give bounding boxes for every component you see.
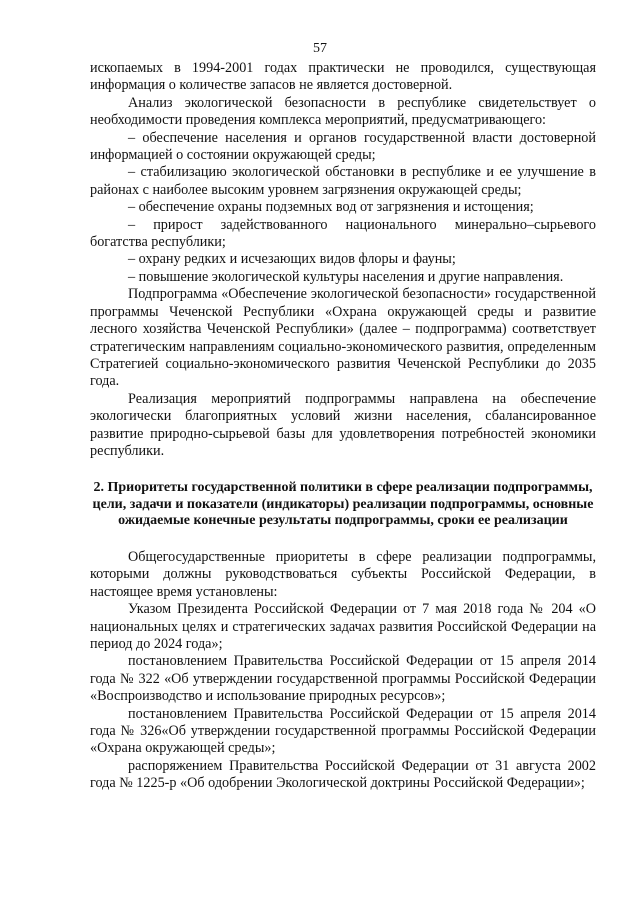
section-heading: 2. Приоритеты государственной политики в сфере реализации подпрограммы, цели, задачи и показатели (индикаторы) реализации подпрограммы, основные ожидаемые конечные результаты подпрограммы, сроки ее реализации (92, 480, 594, 528)
paragraph: постановлением Правительства Российской Федерации от 15 апреля 2014 года № 322 «Об утверждении государственной программы Российской Федерации «Воспроизводство и использование природных ресурсов»; (90, 653, 596, 705)
paragraph: Реализация мероприятий подпрограммы направлена на обеспечение экологически благоприятных условий жизни населения, сбалансированное развитие природно-сырьевой базы для удовлетворения потребностей экономики республики. (90, 390, 596, 459)
list-item: – обеспечение населения и органов государственной власти достоверной информацией о состоянии окружающей среды; (90, 129, 596, 164)
list-item: – стабилизацию экологической обстановки в республике и ее улучшение в районах с наиболее высоким уровнем загрязнения окружающей среды; (90, 164, 596, 198)
page-number: 57 (313, 41, 327, 56)
paragraph: Общегосударственные приоритеты в сфере реализации подпрограммы, которыми должны руководствоваться субъекты Российской Федерации, в настоящее время установлены: (90, 548, 596, 600)
list-item: – обеспечение охраны подземных вод от загрязнения и истощения; (128, 199, 534, 216)
paragraph: постановлением Правительства Российской Федерации от 15 апреля 2014 года № 326«Об утверждении государственной программы Российской Федерации «Охрана окружающей среды»; (90, 705, 596, 757)
paragraph: Указом Президента Российской Федерации от 7 мая 2018 года № 204 «О национальных целях и стратегических задачах развития Российской Федерации на период до 2024 года»; (90, 601, 596, 652)
paragraph: ископаемых в 1994-2001 годах практически не проводился, существующая информация о количестве запасов не является достоверной. (90, 60, 596, 94)
paragraph: Подпрограмма «Обеспечение экологической безопасности» государственной программы Чеченской Республики «Охрана окружающей среды и развитие лесного хозяйства Чеченской Республики» (далее – подпрограмма) соответствует стратегическим направлениям социально-экономического развития, определенным Стратегией социально-экономического развития Чеченской Республики до 2035 года. (90, 286, 596, 390)
list-item: – прирост задействованного национального минерально–сырьевого богатства республики; (90, 216, 596, 251)
list-item: – охрану редких и исчезающих видов флоры и фауны; (128, 251, 456, 268)
document-body (90, 60, 596, 793)
paragraph: распоряжением Правительства Российской Федерации от 31 августа 2002 года № 1225-р «Об одобрении Экологической доктрины Российской Федерации»; (90, 757, 596, 792)
paragraph: Анализ экологической безопасности в республике свидетельствует о необходимости проведения комплекса мероприятий, предусматривающего: (90, 94, 596, 129)
list-item: – повышение экологической культуры населения и другие направления. (128, 268, 564, 285)
